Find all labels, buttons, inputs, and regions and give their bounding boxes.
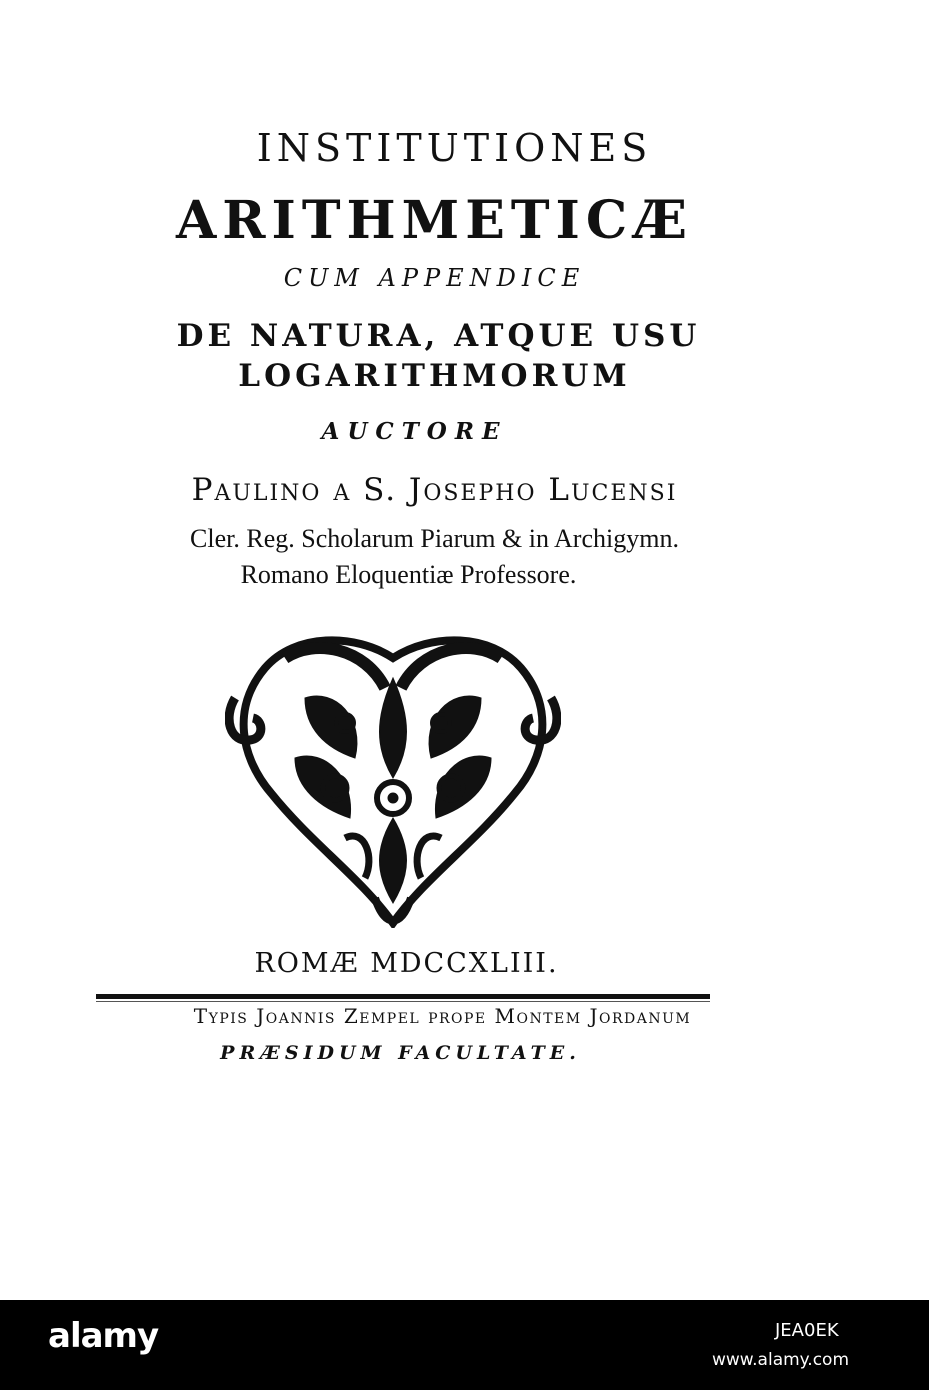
imprint-permission: PRÆSIDUM FACULTATE.: [220, 1042, 581, 1064]
imprint-printer: Typis Joannis Zempel prope Montem Jordanum: [193, 1004, 692, 1028]
author-affiliation-1: Cler. Reg. Scholarum Piarum & in Archigymn.: [190, 524, 679, 553]
subtitle-line-3: LOGARITHMORUM: [238, 358, 631, 394]
author-name: Paulino a S. Josepho Lucensi: [191, 472, 678, 508]
title-line-1: INSTITUTIONES: [256, 126, 653, 170]
footer-image-code: JEA0EK: [775, 1320, 839, 1341]
title-line-2: ARITHMETICÆ: [175, 190, 694, 251]
floral-printers-ornament-icon: [225, 628, 561, 928]
imprint-rule-thin: [96, 1001, 710, 1002]
footer-url: www.alamy.com: [712, 1350, 850, 1370]
footer-brand-logo: alamy: [48, 1316, 159, 1356]
author-label: AUCTORE: [321, 418, 508, 445]
imprint-place-year: ROMÆ MDCCXLIII.: [254, 948, 559, 979]
author-affiliation-2: Romano Eloquentiæ Professore.: [240, 560, 577, 589]
subtitle-line-2: DE NATURA, ATQUE USU: [176, 318, 701, 354]
imprint-rule: [96, 994, 710, 999]
subtitle-line-1: CUM APPENDICE: [283, 264, 586, 292]
